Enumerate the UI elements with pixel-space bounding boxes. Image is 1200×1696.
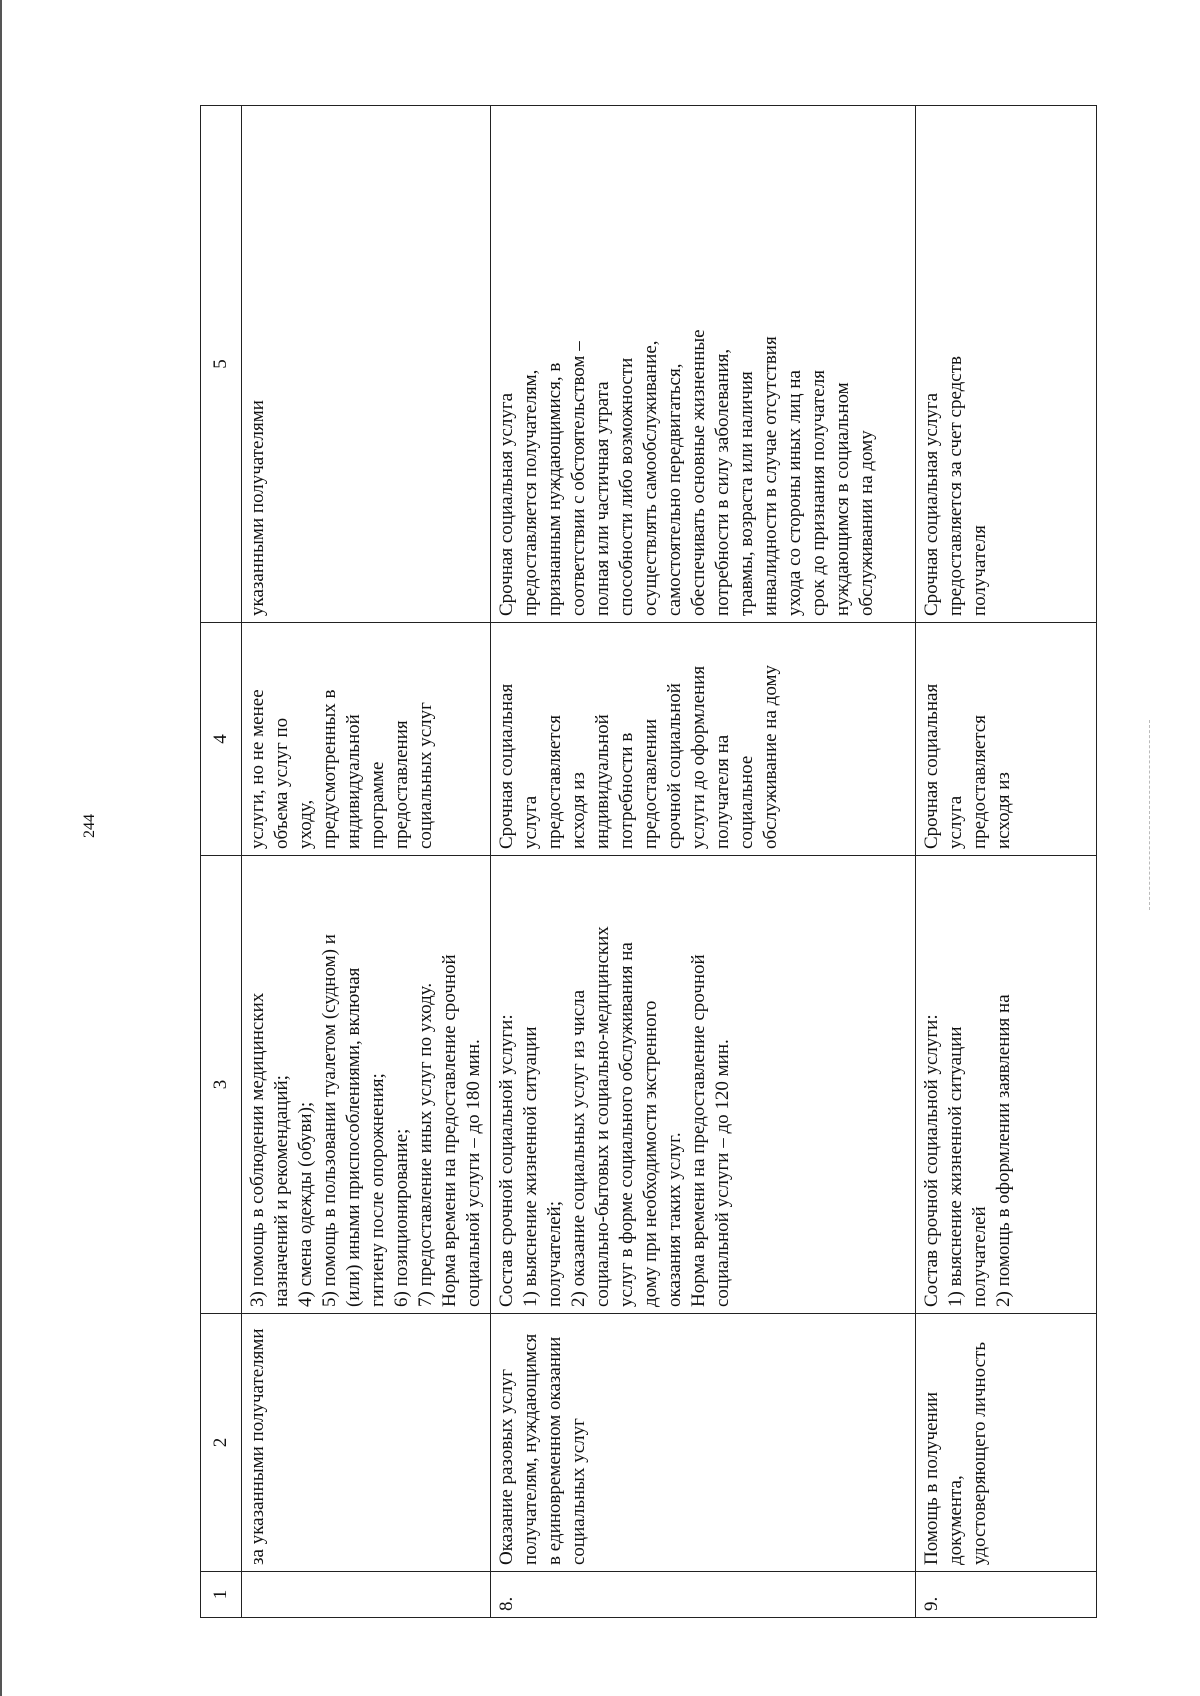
cell-text-line: 2) помощь в оформлении заявления на [993,994,1014,1307]
cell-text-line: инвалидности в случае отсутствия [760,336,781,616]
cell-text-line: оказания таких услуг. [664,1132,685,1307]
cell-text-line: 6) позиционирование; [391,1128,412,1307]
services-table [200,105,1097,1618]
header-cell-3: 3 [201,856,242,1314]
cell-text-line: получателям, нуждающимся [520,1333,541,1565]
row-number-cell: 8. [491,1572,916,1618]
cell-text-line: Помощь в получении [921,1391,942,1565]
cell-text-line: получателей [969,1206,990,1307]
cell-text-line: социальной услуги – до 180 мин. [463,1039,484,1307]
cell-text-line: предусмотренных в [319,689,340,849]
cell-text-line: нуждающимся в социальном [832,382,853,616]
cell-text-line: предоставляется за счет средств [945,356,966,616]
service-cell [916,1314,1097,1572]
cell-text-line: получателя [969,525,990,616]
cell-text-line: документа, [945,1475,966,1565]
row-number-cell [242,1572,491,1618]
volume-cell [242,623,491,856]
cell-text-line: индивидуальной [592,714,613,849]
cell-text-line: объема услуг по [271,717,292,849]
cell-text-line: предоставляется [969,715,990,849]
cell-text-line: признанным нуждающимися, в [544,362,565,616]
cell-text-line: услуги, но не менее [247,689,268,849]
conditions-cell [916,106,1097,623]
cell-text-line: социальное [736,755,757,849]
cell-text-line: 2) оказание социальных услуг из числа [568,989,589,1307]
cell-text-line: ухода со стороны иных лиц на [784,370,805,616]
cell-text-line: Срочная социальная услуга [921,392,942,616]
volume-cell [916,623,1097,856]
cell-text-line: соответствии с обстоятельством – [568,341,589,616]
conditions-cell [491,106,916,623]
cell-text-line: уходу, [295,799,316,849]
header-cell-4: 4 [201,623,242,856]
cell-text-line: социальных услуг [568,1418,589,1565]
cell-text-line: удостоверяющего личность [969,1341,990,1565]
cell-text-line: травмы, возраста или наличия [736,371,757,616]
cell-text-line: срочной социальной [664,683,685,849]
header-cell-2: 2 [201,1314,242,1572]
conditions-cell [242,106,491,623]
cell-text-line: срок до признания получателя [808,370,829,616]
cell-text-line: предоставляется [544,715,565,849]
cell-text-line: гигиену после опорожнения; [367,1073,388,1307]
cell-text-line: потребности в силу заболевания, [712,348,733,616]
header-row [201,106,242,1618]
service-cell [242,1314,491,1572]
cell-text-line: Срочная социальная [921,683,942,849]
cell-text-line: Состав срочной социальной услуги: [921,1014,942,1307]
cell-text-line: потребности в [616,732,637,849]
cell-text-line: обслуживании на дому [856,430,877,616]
cell-text-line: 5) помощь в пользовании туалетом (судном) и [319,934,340,1307]
cell-text-line: обслуживание на дому [760,665,781,849]
cell-text-line: 4) смена одежды (обуви); [295,1101,316,1307]
page-number: 244 [81,814,98,838]
cell-text-line: за указанными получателями [247,1328,268,1565]
cell-text-line: полная или частичная утрата [592,381,613,616]
cell-text-line: 1) выяснение жизненной ситуации [945,1026,966,1307]
cell-text-line: осуществлять самообслуживание, [640,340,661,616]
cell-text-line: услуги до оформления [688,665,709,849]
cell-text-line: Состав срочной социальной услуги: [496,1014,517,1307]
cell-text-line: получателей; [544,1201,565,1307]
cell-text-line: дому при необходимости экстренного [640,1000,661,1307]
cell-text-line: услуг в форме социального обслуживания на [616,942,637,1307]
cell-text-line: Срочная социальная услуга [496,392,517,616]
cell-text-line: 1) выяснение жизненной ситуации [520,1026,541,1307]
cell-text-line: Норма времени на предоставление срочной [439,954,460,1307]
cell-text-line: услуга [520,795,541,849]
cell-text-line: в единовременном оказании [544,1336,565,1565]
table-row [916,106,1097,1618]
cell-text-line: (или) иными приспособлениями, включая [343,967,364,1307]
cell-text-line: социальных услуг [415,702,436,849]
cell-text-line: исходя из [993,772,1014,849]
rotated-table-container [200,106,1200,1618]
cell-text-line: 3) помощь в соблюдении медицинских [247,992,268,1307]
cell-text-line: предоставлении [640,718,661,849]
cell-text-line: указанными получателями [247,400,268,616]
cell-text-line: способности либо возможности [616,357,637,616]
cell-text-line: Срочная социальная [496,683,517,849]
cell-text-line: социально-бытовых и социально-медицинских [592,926,613,1307]
scan-left-edge [0,0,2,1696]
cell-text-line: обеспечивать основные жизненные [688,329,709,616]
composition-cell [242,856,491,1314]
composition-cell [916,856,1097,1314]
cell-text-line: Норма времени на предоставление срочной [688,954,709,1307]
cell-text-line: предоставляется получателям, [520,369,541,616]
cell-text-line: исходя из [568,772,589,849]
cell-text-line: 7) предоставление иных услуг по уходу. [415,982,436,1307]
cell-text-line: самостоятельно передвигаться, [664,363,685,616]
volume-cell [491,623,916,856]
cell-text-line: назначений и рекомендаций; [271,1075,292,1307]
cell-text-line: услуга [945,795,966,849]
header-cell-5: 5 [201,106,242,623]
cell-text-line: социальной услуги – до 120 мин. [712,1039,733,1307]
table-row [242,106,491,1618]
row-number-cell: 9. [916,1572,1097,1618]
service-cell [491,1314,916,1572]
composition-cell [491,856,916,1314]
header-cell-1: 1 [201,1572,242,1618]
cell-text-line: индивидуальной [343,714,364,849]
cell-text-line: предоставления [391,720,412,849]
cell-text-line: Оказание разовых услуг [496,1368,517,1565]
table-row [491,106,916,1618]
cell-text-line: программе [367,761,388,849]
cell-text-line: получателя на [712,734,733,849]
